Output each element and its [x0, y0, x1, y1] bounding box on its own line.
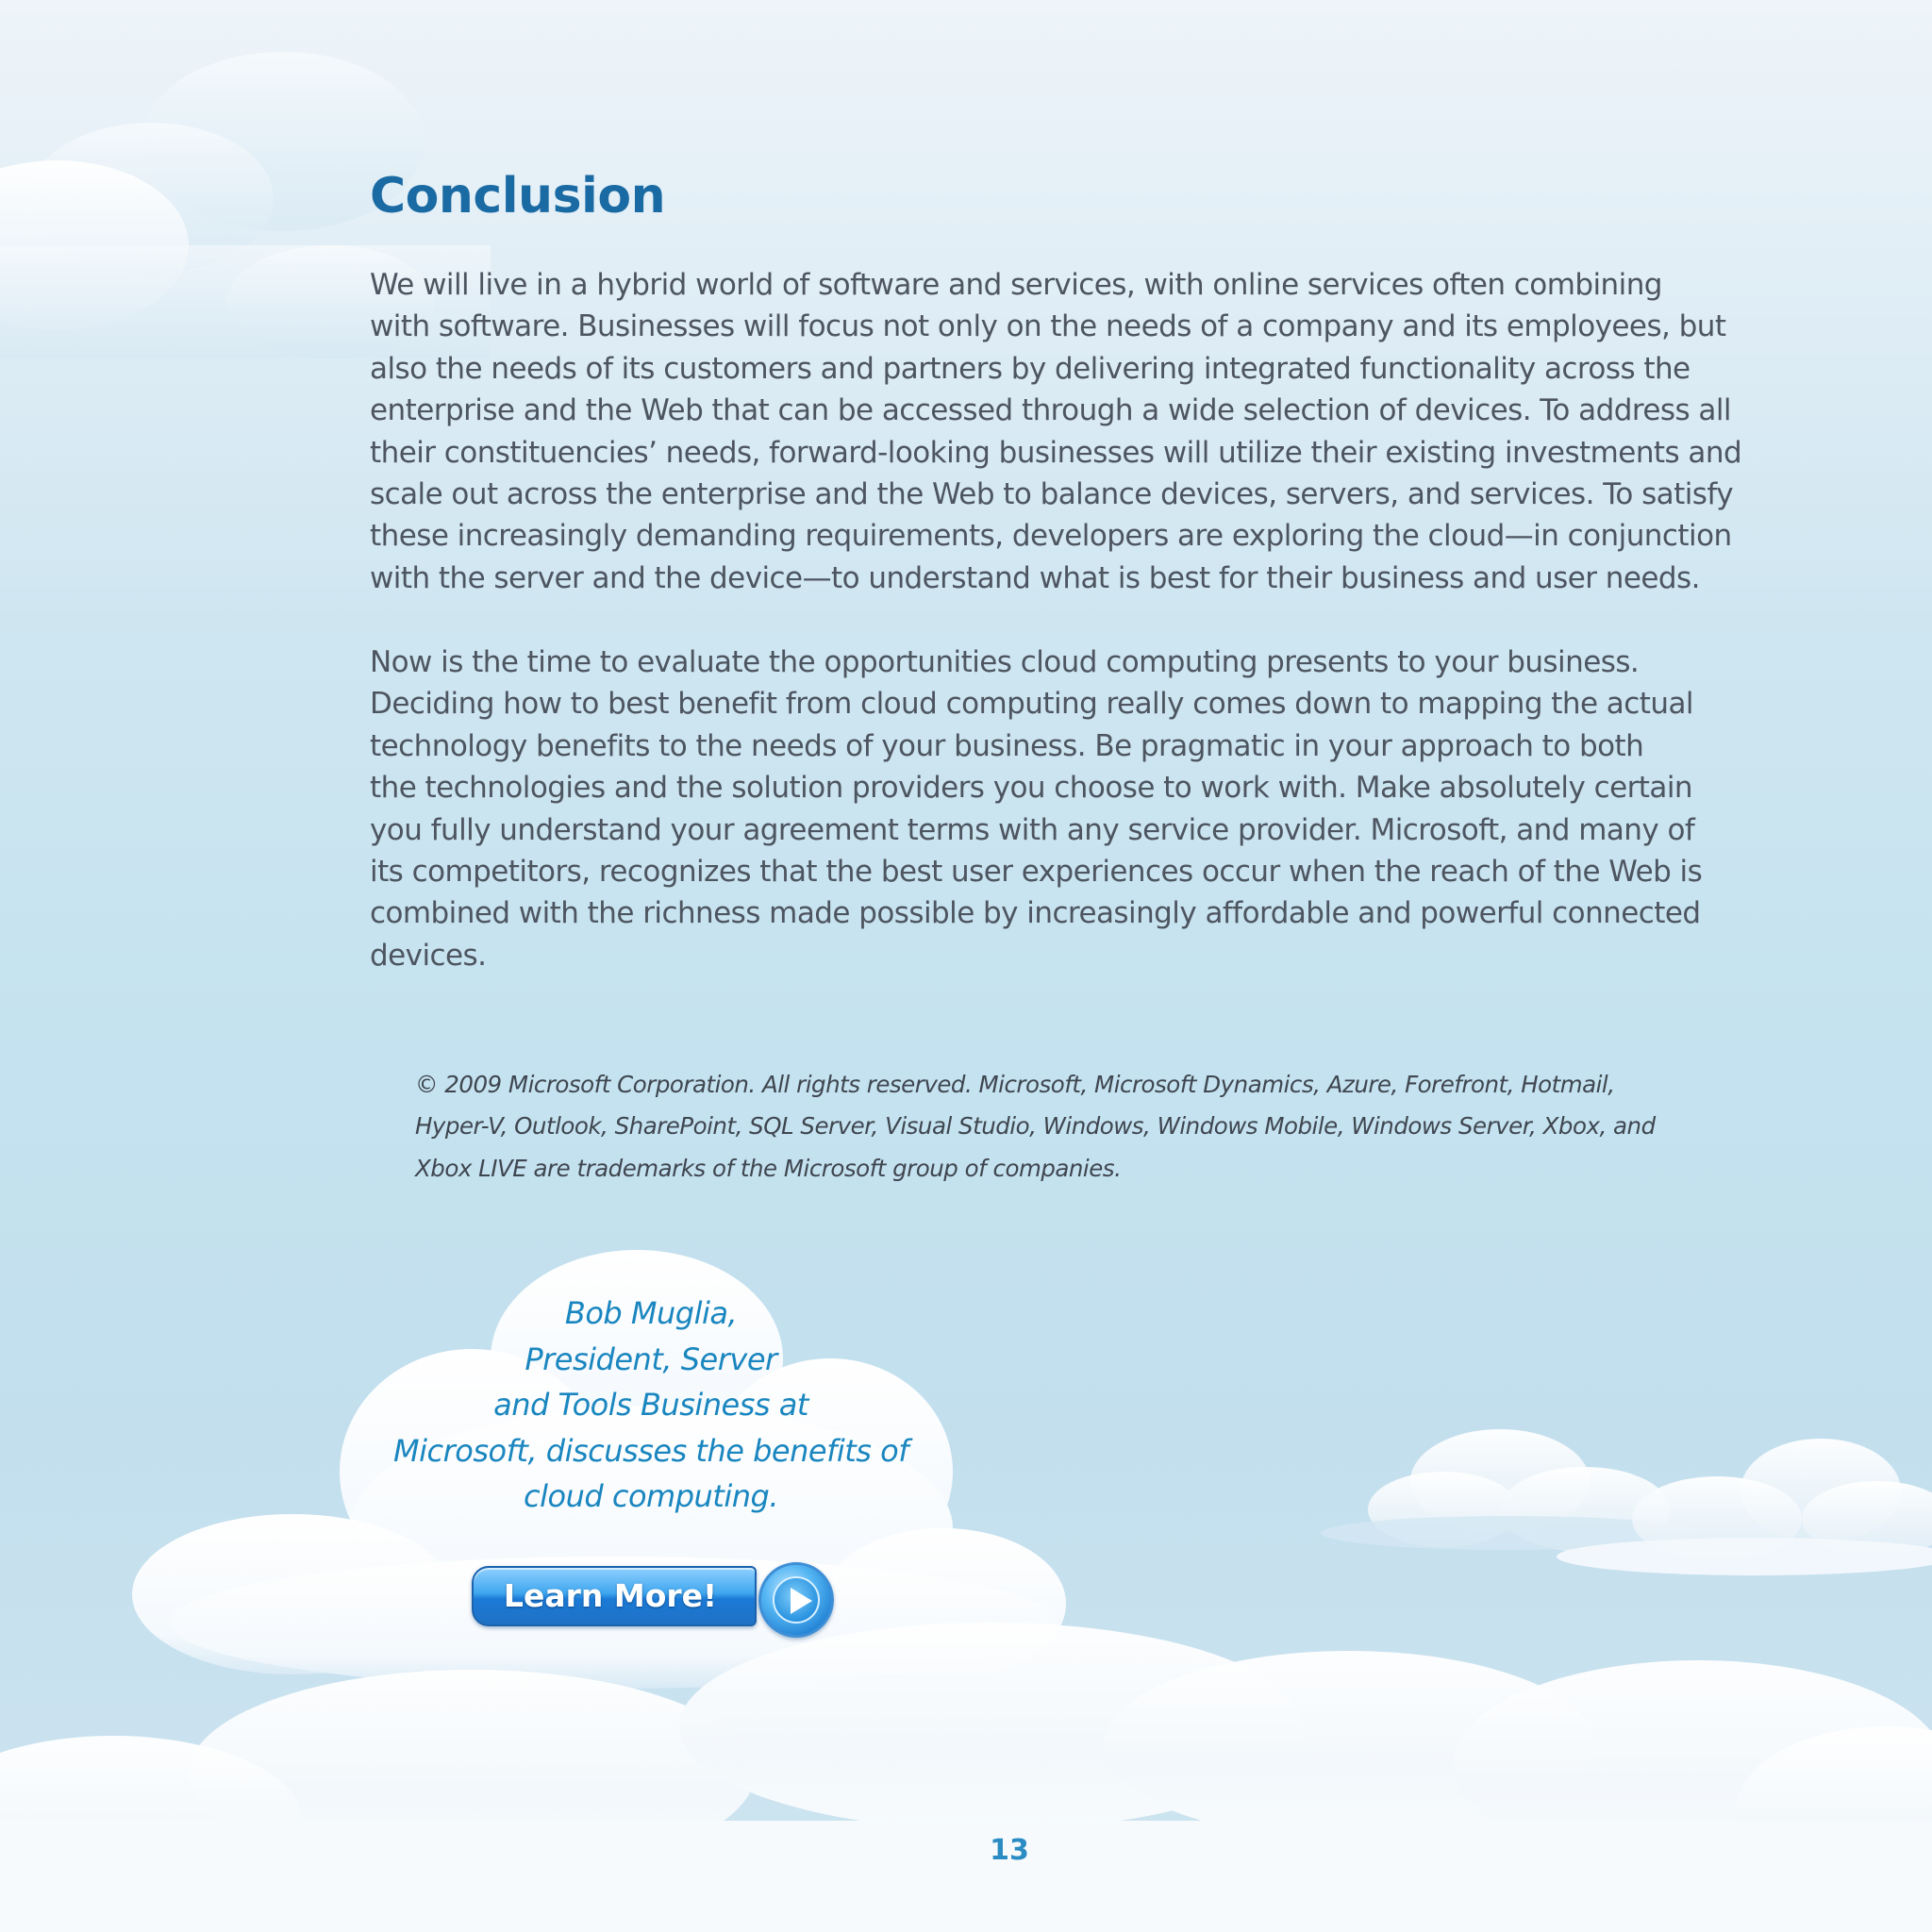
paragraph-line: you fully understand your agreement terms with any service provider. Microsoft, and many of — [370, 812, 1695, 847]
paragraph-line: the technologies and the solution providers you choose to work with. Make absolutely certain — [370, 771, 1693, 806]
paragraph-line: with the server and the device—to understand what is best for their business and user needs. — [370, 560, 1700, 595]
learn-more-label: Learn More! — [503, 1577, 718, 1614]
learn-more-pill[interactable] — [472, 1566, 757, 1626]
copyright-notice — [415, 1064, 1656, 1190]
paragraph-line: Deciding how to best benefit from cloud computing really comes down to mapping the actual — [370, 687, 1693, 722]
paragraph-line: enterprise and the Web that can be accessed through a wide selection of devices. To address all — [370, 393, 1731, 428]
body-paragraph-2 — [370, 641, 1702, 976]
callout-line: cloud computing. — [524, 1478, 778, 1514]
page-number: 13 — [990, 1834, 1029, 1867]
paragraph-line: these increasingly demanding requirements, developers are exploring the cloud—in conjunction — [370, 519, 1732, 554]
right-clouds — [1321, 1429, 1932, 1575]
callout-line: Bob Muglia, — [564, 1295, 738, 1331]
callout-line: Microsoft, discusses the benefits of — [393, 1432, 908, 1469]
copyright-line: Xbox LIVE are trademarks of the Microsoft group of companies. — [415, 1154, 1122, 1182]
callout-text — [349, 1291, 953, 1520]
paragraph-line: its competitors, recognizes that the best user experiences occur when the reach of the Web is — [370, 855, 1703, 890]
paragraph-line: We will live in a hybrid world of software and services, with online services often combining — [370, 268, 1662, 302]
copyright-line: Hyper-V, Outlook, SharePoint, SQL Server, Visual Studio, Windows, Windows Mobile, Windows Server, Xbox, and — [415, 1112, 1656, 1141]
paragraph-line: technology benefits to the needs of your business. Be pragmatic in your approach to both — [370, 728, 1644, 763]
callout-line: and Tools Business at — [493, 1387, 808, 1423]
paragraph-line: Now is the time to evaluate the opportunities cloud computing presents to your business. — [370, 645, 1640, 679]
paragraph-line: scale out across the enterprise and the Web to balance devices, servers, and services. To satisfy — [370, 477, 1734, 512]
play-arrow-icon[interactable] — [758, 1562, 834, 1638]
learn-more-button[interactable] — [472, 1562, 838, 1638]
paragraph-line: their constituencies’ needs, forward-looking businesses will utilize their existing investments and — [370, 435, 1742, 470]
paragraph-line: devices. — [370, 938, 487, 973]
callout-line: President, Server — [525, 1341, 777, 1377]
page-title: Conclusion — [370, 168, 666, 225]
body-paragraph-1 — [370, 264, 1741, 599]
play-triangle-icon — [761, 1565, 837, 1641]
paragraph-line: combined with the richness made possible by increasingly affordable and powerful connected — [370, 896, 1701, 931]
copyright-line: © 2009 Microsoft Corporation. All rights reserved. Microsoft, Microsoft Dynamics, Azure, Forefront, Hotmail, — [415, 1071, 1615, 1098]
paragraph-line: also the needs of its customers and partners by delivering integrated functionality across the — [370, 351, 1690, 386]
paragraph-line: with software. Businesses will focus not only on the needs of a company and its employees, but — [370, 309, 1726, 344]
